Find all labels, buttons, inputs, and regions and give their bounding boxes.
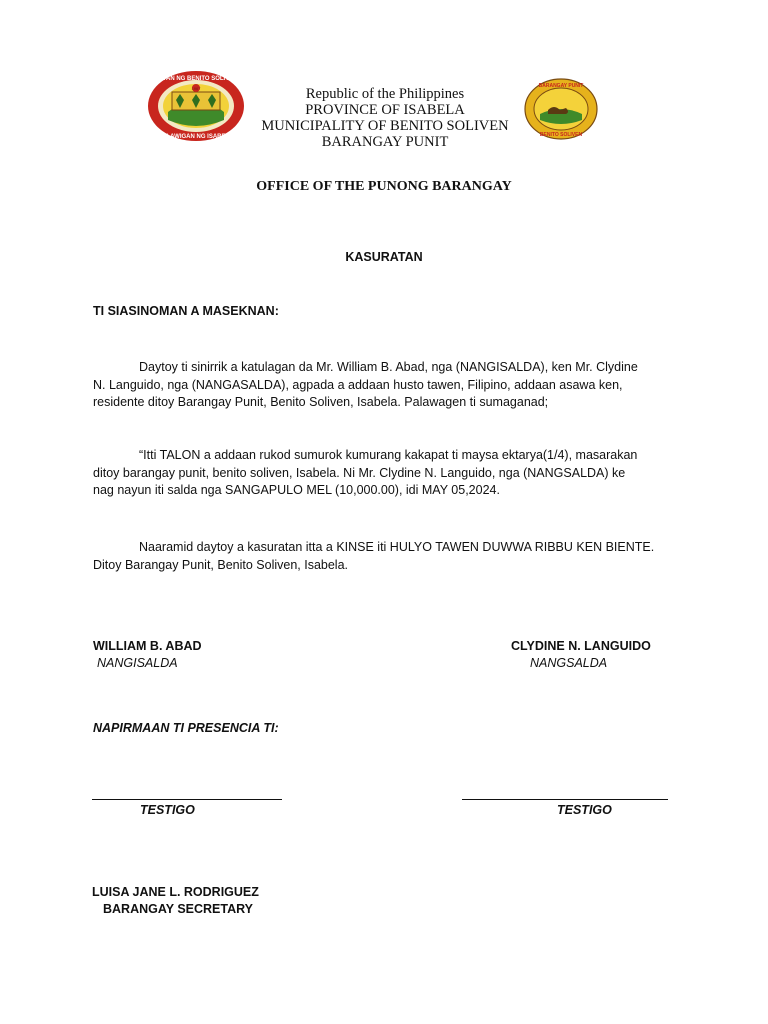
signatory-right-role: NANGSALDA [530,656,608,670]
seal-right-top-text: BARANGAY PUNIT [538,83,584,89]
header-municipality: MUNICIPALITY OF BENITO SOLIVEN [261,118,509,134]
seal-left-year: 1967 [191,86,201,91]
header-province: PROVINCE OF ISABELA [305,102,465,118]
paragraph-line: residente ditoy Barangay Punit, Benito Soliven, Isabela. Palawagen ti sumaganad; [93,395,549,409]
paragraph-line: Naaramid daytoy a kasuratan itta a KINSE iti HULYO TAWEN DUWWA RIBBU KEN BIENTE. [139,540,655,554]
letterhead [230,86,540,150]
header-barangay: BARANGAY PUNIT [321,134,449,150]
seal-left-bottom-text: LALAWIGAN NG ISABELA [158,134,234,140]
signatory-left-name: WILLIAM B. ABAD [93,639,202,653]
paragraph-line: Daytoy ti sinirrik a katulagan da Mr. William B. Abad, nga (NANGISALDA), ken Mr. Clydine [139,360,638,374]
witness-right-signature-line [462,799,668,800]
secretary-name: LUISA JANE L. RODRIGUEZ [92,885,259,899]
header-republic: Republic of the Philippines [305,86,465,102]
seal-left-top-text: BAYAN NG BENITO SOLIVEN [154,76,238,82]
paragraph-line: “Itti TALON a addaan rukod sumurok kumurang kakapat ti maysa ektarya(1/4), masarakan [139,448,638,462]
witness-right-label: TESTIGO [557,803,612,817]
witness-left-signature-line [92,799,282,800]
witness-left-label: TESTIGO [140,803,195,817]
signatory-right-name: CLYDINE N. LANGUIDO [511,639,651,653]
paragraph-line: ditoy barangay punit, benito soliven, Isabela. Ni Mr. Clydine N. Languido, nga (NANGSALDA) ke [93,465,626,480]
paragraph-land-details [93,447,675,500]
office-title: OFFICE OF THE PUNONG BARANGAY [256,179,512,194]
barangay-punit-seal [524,78,598,140]
document-title: KASURATAN [345,250,423,264]
paragraph-line: nag nayun iti salda nga SANGAPULO MEL (10,000.00), idi MAY 05,2024. [93,483,500,497]
witness-heading: NAPIRMAAN TI PRESENCIA TI: [93,721,279,735]
signatory-left-role: NANGISALDA [97,656,178,670]
salutation: TI SIASINOMAN A MASEKNAN: [93,304,279,318]
paragraph-agreement [93,359,675,412]
paragraph-line: N. Languido, nga (NANGASALDA), agpada a addaan husto tawen, Filipino, addaan asawa ken, [93,377,623,392]
secretary-title: BARANGAY SECRETARY [103,902,254,916]
seal-right-bottom-text: BENITO SOLIVEN [539,132,583,138]
paragraph-execution [93,539,675,574]
paragraph-line: Ditoy Barangay Punit, Benito Soliven, Isabela. [93,557,349,572]
